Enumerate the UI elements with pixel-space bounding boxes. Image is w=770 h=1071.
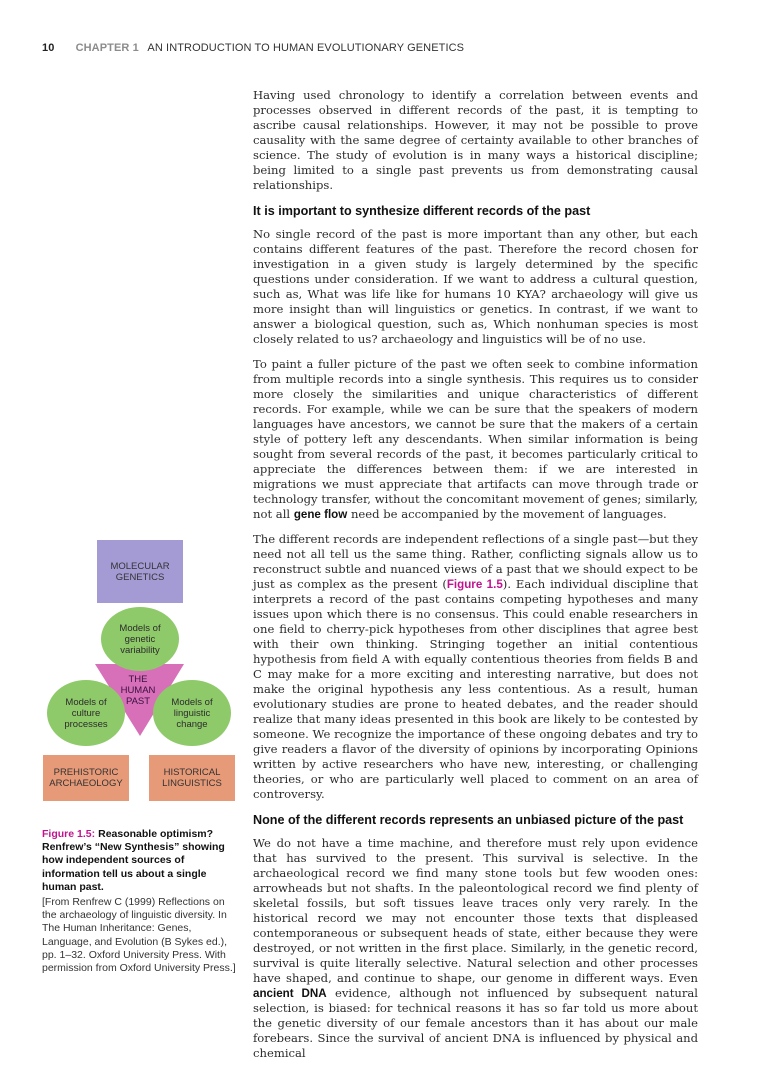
page-number: 10	[42, 42, 55, 54]
culture-processes-circle	[47, 680, 125, 746]
paragraph	[253, 532, 698, 802]
text-run: The different records are independent reflections of a single past—but they need not all tell us the same thing. Rather, conflicting signals allow us to reconstruct subtle and nuanced views of a past that we should expect to be just as complex as the present (	[253, 532, 698, 591]
box-label: HISTORICAL LINGUISTICS	[162, 767, 222, 789]
box-label: MOLECULAR GENETICS	[110, 560, 170, 583]
chapter-title: AN INTRODUCTION TO HUMAN EVOLUTIONARY GENETICS	[147, 42, 465, 54]
circle-label: Models of linguistic change	[171, 696, 213, 730]
figure-reference-link[interactable]: Figure 1.5	[446, 578, 503, 591]
human-past-label: THE HUMAN PAST	[120, 674, 156, 707]
main-text-column	[253, 88, 698, 1071]
text-run: ). Each individual discipline that interprets a record of the past contains competing hypotheses and many issues upon which there is no consensus. This could enable researchers in one field to cherry-pick hypotheses from other disciplines that agree best with their own thinking. Stringing together an initial contentious hypothesis from field A with equally contentious theories from fields B and C may make for a more exciting and interesting narrative, but does not make the original hypothesis any less contentious. As a result, human evolutionary studies are prone to heated debates, and the reader should realize that many ideas presented in this book are likely to be contested by someone. We recognize the importance of these ongoing debates and try to give readers a flavor of the diversity of opinions by incorporating Opinions written by active researchers who have new, interesting, or challenging theories, or who are particularly well placed to comment on an area of controversy.	[253, 577, 699, 801]
genetic-variability-circle	[101, 607, 179, 671]
chapter-label: CHAPTER 1	[75, 42, 139, 54]
paragraph: Having used chronology to identify a correlation between events and processes observed in different records of the past, it is tempting to ascribe causal relationships. However, it may not be possible to prove causality with the same degree of certainty available to other branches of science. The study of evolution is in many ways a historical discipline; being limited to a single past prevents us from demonstrating causal relationships.	[253, 88, 698, 192]
keyword-gene-flow: gene flow	[293, 508, 348, 521]
text-run: We do not have a time machine, and therefore must rely upon evidence that has survived to the present. This survival is selective. In the archaeological record we find many stone tools but few wooden ones: arrowheads but not shafts. In the paleontological record we find plenty of skeletal fossils, but soft tissues leave traces only very rarely. In the historical record we may not encounter those texts that displeased contemporaneous or subsequent heads of state, either because they were destroyed, or not written in the first place. Similarly, in the genetic record, survival is quite literally selective. Natural selection and other processes have shaped, and continue to shape, our genome in different ways. Even	[253, 836, 698, 985]
new-synthesis-diagram	[40, 540, 230, 800]
section-heading: None of the different records represents an unbiased picture of the past	[253, 813, 684, 827]
caption-title: Reasonable optimism? Renfrew’s “New Synthesis” showing how independent sources of information tell us about a single human past.	[42, 828, 225, 893]
linguistic-change-circle	[153, 680, 231, 746]
figure-caption	[42, 828, 237, 975]
section-heading: It is important to synthesize different records of the past	[253, 204, 591, 218]
paragraph	[253, 357, 698, 522]
caption-source: [From Renfrew C (1999) Reflections on the archaeology of linguistic diversity. In The Human Inheritance: Genes, Language, and Evolution (B Sykes ed.), pp. 1–32. Oxford University Press. With permission from Oxford University Press.]	[42, 896, 236, 975]
running-header	[42, 42, 464, 54]
paragraph: No single record of the past is more important than any other, but each contains different features of the past. Therefore the record chosen for investigation in a given study is largely determined by the specific questions under consideration. If we want to address a cultural question, such as, What was life like for humans 10 KYA? archaeology will give us more insight than will linguistics or genetics. In contrast, if we want to answer a biological question, such as, Which nonhuman species is most closely related to us? archaeology and linguistics will be of no use.	[253, 227, 698, 346]
box-label: PREHISTORIC ARCHAEOLOGY	[49, 767, 123, 789]
keyword-ancient-dna: ancient DNA	[253, 987, 327, 1000]
text-run: need be accompanied by the movement of languages.	[347, 507, 667, 521]
figure-label: Figure 1.5:	[42, 828, 96, 840]
circle-label: Models of culture processes	[64, 696, 108, 730]
text-run: evidence, although not influenced by subsequent natural selection, is biased: for technical reasons it has so far told us more about the genetic diversity of our female ancestors than it has about our male forebears. Since the survival of ancient DNA is influenced by physical and chemical	[253, 986, 698, 1060]
text-run: To paint a fuller picture of the past we often seek to combine information from multiple records into a single synthesis. This requires us to consider more closely the similarities and unique characteristics of different records. For example, while we can be sure that the speakers of modern languages have ancestors, we cannot be sure that the makers of a certain style of pottery left any descendants. When similar information is being sought from several records of the past, it becomes particularly critical to appreciate the differences between them: if we are interested in migrations we must appreciate that artifacts can move through trade or technology transfer, without the concomitant movement of genes; similarly, not all	[253, 357, 698, 521]
paragraph	[253, 836, 698, 1061]
circle-label: Models of genetic variability	[119, 622, 161, 656]
